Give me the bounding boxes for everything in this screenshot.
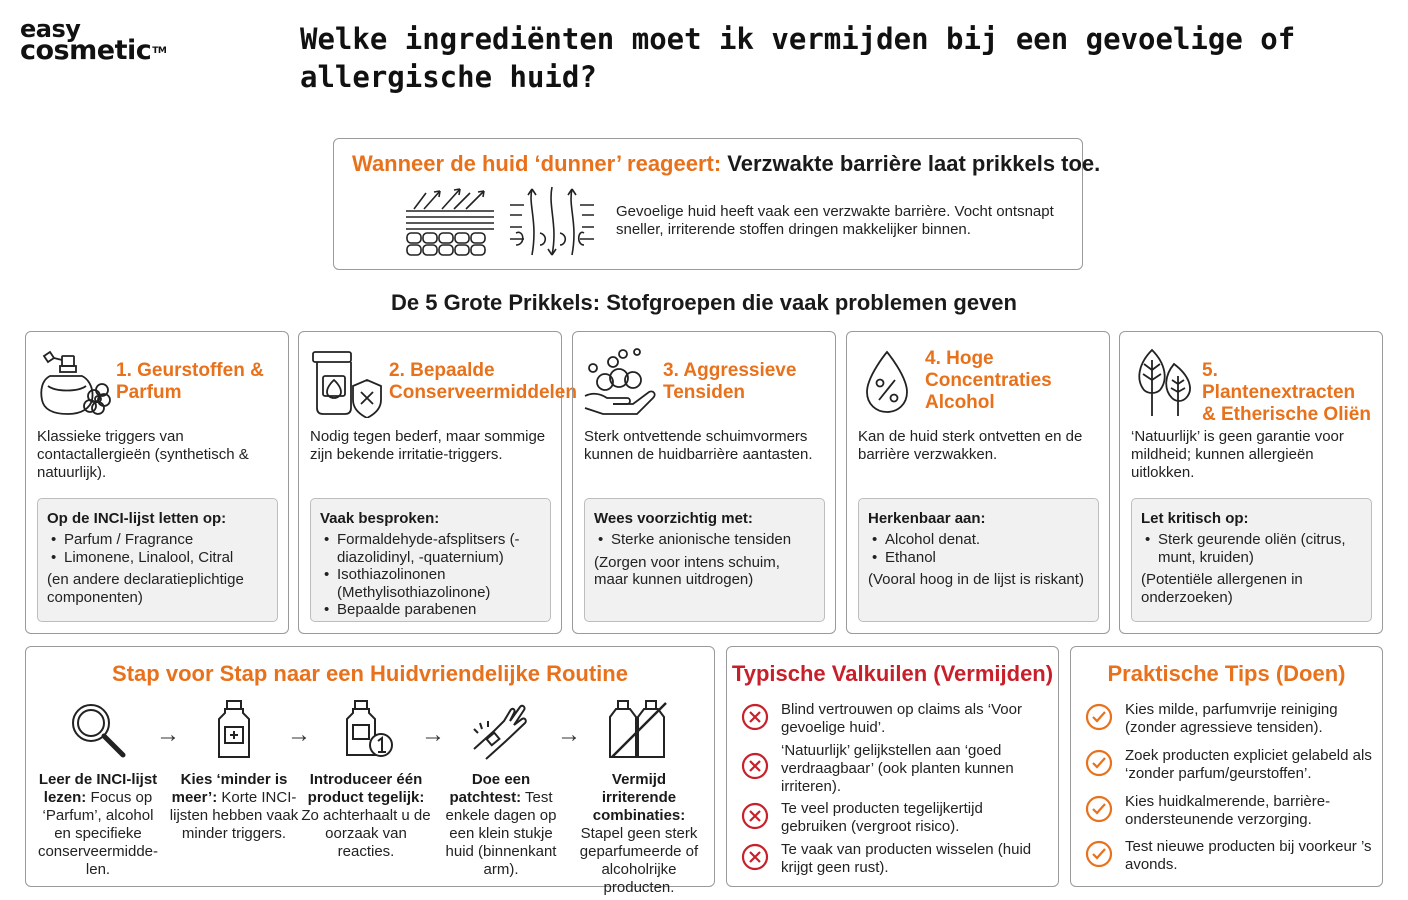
detail-note: (Vooral hoog in de lijst is riskant) — [868, 571, 1084, 588]
tips-section — [1070, 646, 1383, 887]
step-bold: Kies ‘minder is meer’: — [171, 771, 288, 806]
foam-hand-icon — [583, 346, 659, 418]
card-description: Nodig tegen bederf, maar sommige zijn bekende irritatie-triggers. — [310, 428, 546, 463]
tip-text: Zoek producten expliciet gelabeld als ‘zonder parfum/geurstoffen’. — [1125, 747, 1372, 782]
step-bold: Doe een patchtest: — [449, 771, 531, 806]
arrow-right-icon: → — [287, 721, 311, 748]
plant-leaves-icon — [1130, 346, 1206, 418]
detail-list — [47, 531, 268, 566]
card-preservatives — [298, 331, 577, 634]
tips-title: Praktische Tips (Doen) — [1107, 661, 1346, 686]
check-circle-icon — [1085, 749, 1113, 777]
detail-title: Vaak besproken: — [320, 510, 440, 527]
alcohol-drop-icon — [857, 346, 933, 418]
logo-word: cosmetic — [20, 35, 152, 66]
step-text — [436, 771, 566, 879]
detail-title: Let kritisch op: — [1141, 510, 1249, 527]
cross-circle-icon — [741, 843, 769, 871]
routine-step-3 — [301, 699, 431, 861]
cross-circle-icon — [741, 802, 769, 830]
magnifier-icon — [67, 699, 129, 761]
pitfall-text: Blind vertrouwen op claims als ‘Voor gevoelige huid’. — [781, 701, 1022, 736]
routine-step-5 — [574, 699, 704, 897]
card-surfactants — [572, 331, 836, 634]
tip-text: Test nieuwe producten bij voorkeur ’s avonds. — [1125, 838, 1372, 873]
pitfalls-section — [726, 646, 1059, 887]
logo-trademark: TM — [152, 46, 167, 56]
list-item: • Sterk geurende oliën (citrus, munt, kruiden) — [1141, 531, 1362, 566]
card-title: 3. Aggressieve Tensiden — [663, 360, 797, 403]
card-detail-box — [584, 498, 825, 622]
arrow-right-icon: → — [156, 721, 180, 748]
card-description: ‘Natuurlijk’ is geen garantie voor mildheid; kunnen allergieën uitlokken. — [1131, 428, 1344, 481]
detail-list — [1141, 531, 1362, 566]
brand-logo — [20, 15, 190, 68]
intro-heading-main: Verzwakte barrière laat prikkels toe. — [721, 151, 1101, 176]
detail-list — [868, 531, 1089, 566]
step-detail: Korte INCI-lijsten hebben vaak minder triggers. — [169, 789, 299, 842]
routine-step-2 — [169, 699, 299, 843]
card-fragrance — [25, 331, 289, 634]
crossed-bottles-icon — [608, 699, 670, 761]
bottle-one-icon — [335, 699, 397, 761]
step-detail: Stapel geen sterk geparfumeerde of alcoholrijke producten. — [579, 825, 699, 896]
step-detail: Focus op ‘Parfum’, alcohol en specifieke conserveermidde-len. — [37, 789, 159, 878]
card-title: 4. Hoge Concentraties Alcohol — [925, 348, 1052, 413]
card-title: 2. Bepaalde Conserveermiddelen — [389, 360, 577, 403]
pitfall-text: Te veel producten tegelijkertijd gebruiken (vergroot risico). — [781, 800, 983, 835]
detail-title: Herkenbaar aan: — [868, 510, 986, 527]
detail-note: (Potentiële allergenen in onderzoeken) — [1141, 571, 1303, 606]
page-title: Welke ingrediënten moet ik vermijden bij een gevoelige of allergische huid? — [300, 22, 1296, 94]
list-item: • Formaldehyde-afsplitsers (-diazolidinyl, -quaternium) — [320, 531, 541, 566]
detail-note: (en andere declaratieplichtige componenten) — [47, 571, 244, 606]
routine-step-1 — [33, 699, 163, 879]
card-title: 1. Geurstoffen & Parfum — [116, 360, 264, 403]
card-description: Klassieke triggers van contactallergieën (synthetisch & natuurlijk). — [37, 428, 249, 481]
logo-line-easy: easy — [20, 15, 81, 43]
arrow-right-icon: → — [557, 721, 581, 748]
step-bold: Introduceer één product tegelijk: — [307, 771, 425, 806]
skin-barrier-icon — [404, 185, 604, 257]
routine-section — [25, 646, 715, 896]
card-detail-box — [310, 498, 551, 622]
logo-line-cosmetic — [20, 35, 190, 66]
cross-circle-icon — [741, 703, 769, 731]
routine-step-4 — [436, 699, 566, 879]
single-bottle-icon — [203, 699, 265, 761]
detail-list — [320, 531, 541, 619]
intro-box — [333, 138, 1101, 270]
card-plant-extracts — [1119, 331, 1383, 634]
intro-heading — [352, 151, 1100, 177]
step-bold: Vermijd irriterende combinaties: — [592, 771, 686, 824]
perfume-bottle-icon — [36, 346, 112, 418]
card-title: 5. Plantenextracten & Etherische Oliën — [1202, 360, 1371, 425]
routine-title: Stap voor Stap naar een Huidvriendelijke Routine — [112, 661, 628, 686]
list-item: • Bepaalde parabenen — [320, 601, 541, 619]
tip-text: Kies huidkalmerende, barrière-ondersteunende verzorging. — [1125, 793, 1331, 828]
detail-list — [594, 531, 815, 549]
list-item: • Limonene, Linalool, Citral — [47, 549, 268, 567]
card-detail-box — [37, 498, 278, 622]
intro-heading-accent: Wanneer de huid ‘dunner’ reageert: — [352, 151, 722, 176]
step-bold: Leer de INCI-lijst lezen: — [38, 771, 158, 806]
card-detail-box — [1131, 498, 1372, 622]
card-alcohol — [846, 331, 1110, 634]
preservative-jar-icon — [309, 346, 385, 418]
card-detail-box — [858, 498, 1099, 622]
step-detail: Test enkele dagen op een klein stukje huid (binnenkant arm). — [445, 789, 557, 878]
section-title: De 5 Grote Prikkels: Stofgroepen die vaak problemen geven — [391, 290, 1017, 315]
check-circle-icon — [1085, 795, 1113, 823]
cross-circle-icon — [741, 752, 769, 780]
intro-text: Gevoelige huid heeft vaak een verzwakte barrière. Vocht ontsnapt sneller, irriterende stoffen dringen makkelijker binnen. — [616, 203, 1054, 238]
list-item: • Parfum / Fragrance — [47, 531, 268, 549]
detail-note: (Zorgen voor intens schuim, maar kunnen uitdrogen) — [594, 553, 780, 588]
list-item: • Sterke anionische tensiden — [594, 531, 815, 549]
pitfall-text: ‘Natuurlijk’ gelijkstellen aan ‘goed verdraagbaar’ (ook planten kunnen irriteren). — [781, 742, 1014, 795]
pitfalls-title: Typische Valkuilen (Vermijden) — [731, 661, 1054, 686]
step-text — [169, 771, 299, 843]
patch-test-arm-icon — [470, 699, 532, 761]
check-circle-icon — [1085, 703, 1113, 731]
step-text — [33, 771, 163, 879]
check-circle-icon — [1085, 840, 1113, 868]
card-description: Sterk ontvettende schuimvormers kunnen de huidbarrière aantasten. — [584, 428, 813, 463]
tip-text: Kies milde, parfumvrije reiniging (zonder agressieve tensiden). — [1125, 701, 1338, 736]
list-item: • Ethanol — [868, 549, 1089, 567]
step-text — [574, 771, 704, 897]
list-item: • Isothiazolinonen (Methylisothiazolinone) — [320, 566, 541, 601]
pitfall-text: Te vaak van producten wisselen (huid krijgt geen rust). — [781, 841, 1032, 876]
detail-title: Op de INCI-lijst letten op: — [47, 510, 227, 527]
step-text — [301, 771, 431, 861]
detail-title: Wees voorzichtig met: — [594, 510, 753, 527]
card-description: Kan de huid sterk ontvetten en de barrière verzwakken. — [858, 428, 1083, 463]
list-item: • Alcohol denat. — [868, 531, 1089, 549]
step-detail: Zo achterhaalt u de oorzaak van reacties. — [301, 807, 431, 860]
arrow-right-icon: → — [421, 721, 445, 748]
